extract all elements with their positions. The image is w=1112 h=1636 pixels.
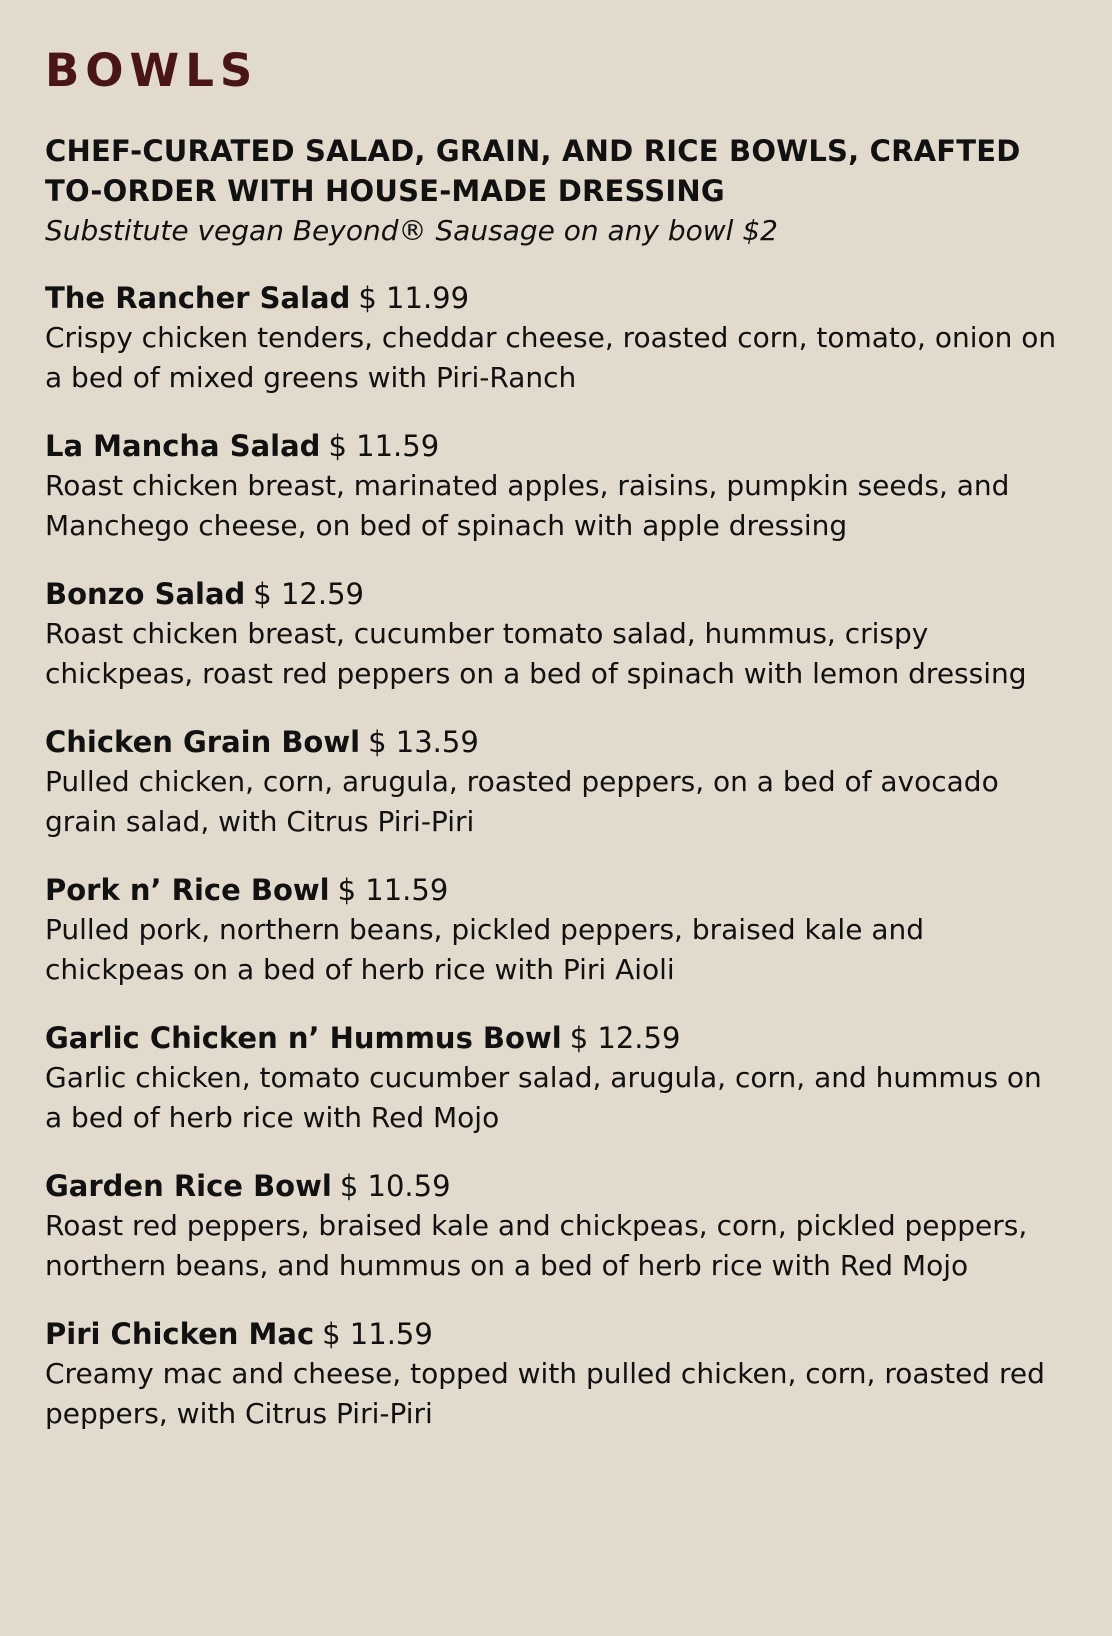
item-header (45, 1166, 1065, 1206)
menu-item-rancher-salad (45, 278, 1065, 398)
item-price: $ 11.59 (322, 1317, 433, 1351)
item-name: Chicken Grain Bowl (45, 725, 361, 759)
item-description: Pulled chicken, corn, arugula, roasted peppers, on a bed of avocado grain salad, with Citrus Piri-Piri (45, 765, 999, 838)
item-price: $ 10.59 (339, 1169, 451, 1203)
item-header (45, 1018, 1065, 1058)
item-name: Piri Chicken Mac (45, 1317, 315, 1351)
item-price: $ 11.99 (358, 281, 470, 315)
item-price: $ 13.59 (368, 725, 479, 759)
item-price: $ 12.59 (569, 1021, 681, 1055)
item-price: $ 11.59 (337, 873, 449, 907)
section-subtitle: CHEF-CURATED SALAD, GRAIN, AND RICE BOWLS, CRAFTED TO-ORDER WITH HOUSE-MADE DRESSING (45, 134, 1021, 208)
item-name: La Mancha Salad (45, 429, 321, 463)
item-name: Garden Rice Bowl (45, 1169, 332, 1203)
item-header (45, 870, 1065, 910)
menu-item-la-mancha-salad (45, 426, 1065, 546)
item-description: Crispy chicken tenders, cheddar cheese, roasted corn, tomato, onion on a bed of mixed greens with Piri-Ranch (45, 321, 1057, 394)
item-name: Bonzo Salad (45, 577, 246, 611)
section-title: BOWLS (45, 44, 259, 97)
item-description: Roast chicken breast, marinated apples, raisins, pumpkin seeds, and Manchego cheese, on bed of spinach with apple dressing (45, 469, 1010, 542)
item-description: Roast chicken breast, cucumber tomato salad, hummus, crispy chickpeas, roast red peppers on a bed of spinach with lemon dressing (45, 617, 1027, 690)
section-intro (45, 131, 1055, 251)
menu-item-chicken-grain-bowl (45, 722, 1065, 842)
item-price: $ 12.59 (253, 577, 364, 611)
menu-item-piri-chicken-mac (45, 1314, 1065, 1434)
menu-item-garlic-chicken-hummus-bowl (45, 1018, 1065, 1138)
menu-item-garden-rice-bowl (45, 1166, 1065, 1286)
item-description: Roast red peppers, braised kale and chickpeas, corn, pickled peppers, northern beans, and hummus on a bed of herb rice with Red Mojo (45, 1209, 1028, 1282)
item-header (45, 722, 1065, 762)
item-price: $ 11.59 (328, 429, 440, 463)
substitute-note: Substitute vegan Beyond® Sausage on any bowl $2 (45, 214, 778, 247)
item-header (45, 1314, 1065, 1354)
item-name: The Rancher Salad (45, 281, 351, 315)
item-name: Garlic Chicken n’ Hummus Bowl (45, 1021, 562, 1055)
item-header (45, 574, 1065, 614)
item-header (45, 426, 1065, 466)
item-header (45, 278, 1065, 318)
item-name: Pork n’ Rice Bowl (45, 873, 330, 907)
item-description: Pulled pork, northern beans, pickled peppers, braised kale and chickpeas on a bed of herb rice with Piri Aioli (45, 913, 925, 986)
menu-item-pork-rice-bowl (45, 870, 1065, 990)
menu-item-bonzo-salad (45, 574, 1065, 694)
item-description: Creamy mac and cheese, topped with pulled chicken, corn, roasted red peppers, with Citrus Piri-Piri (45, 1357, 1045, 1430)
menu-items-list (45, 278, 1065, 1462)
item-description: Garlic chicken, tomato cucumber salad, arugula, corn, and hummus on a bed of herb rice with Red Mojo (45, 1061, 1042, 1134)
